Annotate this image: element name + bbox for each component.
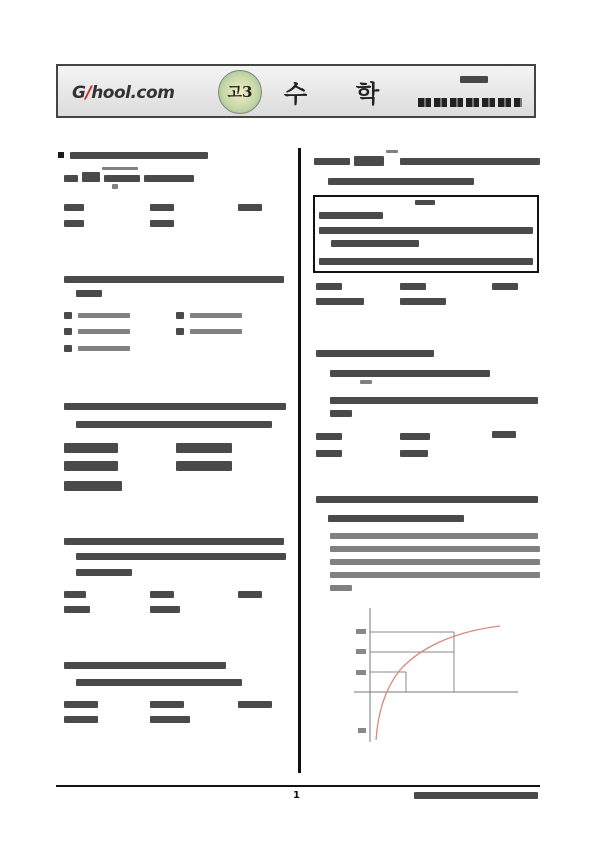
origin-label xyxy=(358,728,366,733)
footer-rule xyxy=(56,785,540,787)
section-bullet-icon xyxy=(58,152,64,158)
exam-info-strip xyxy=(418,98,522,107)
log-curve xyxy=(376,626,500,740)
section-heading xyxy=(70,152,208,159)
log-curve-graph xyxy=(350,604,520,746)
page-number: 1 xyxy=(293,790,300,801)
condition-box xyxy=(313,195,539,273)
logo-slash-icon: / xyxy=(85,83,92,103)
logo-suffix: hool.com xyxy=(91,83,175,103)
site-logo xyxy=(72,83,174,103)
y-tick-label-top xyxy=(356,629,366,634)
header-banner xyxy=(56,64,536,118)
grade-emblem-text: 고3 xyxy=(227,83,253,101)
grade-emblem xyxy=(218,70,262,114)
exam-session-label xyxy=(446,74,506,86)
y-tick-label-middle xyxy=(356,649,366,654)
column-divider xyxy=(298,148,301,773)
subject-title-char-2: 학 xyxy=(356,79,380,108)
logo-prefix: G xyxy=(72,83,86,103)
y-tick-label-low xyxy=(356,670,366,675)
subject-title-char-1: 수 xyxy=(284,79,308,108)
